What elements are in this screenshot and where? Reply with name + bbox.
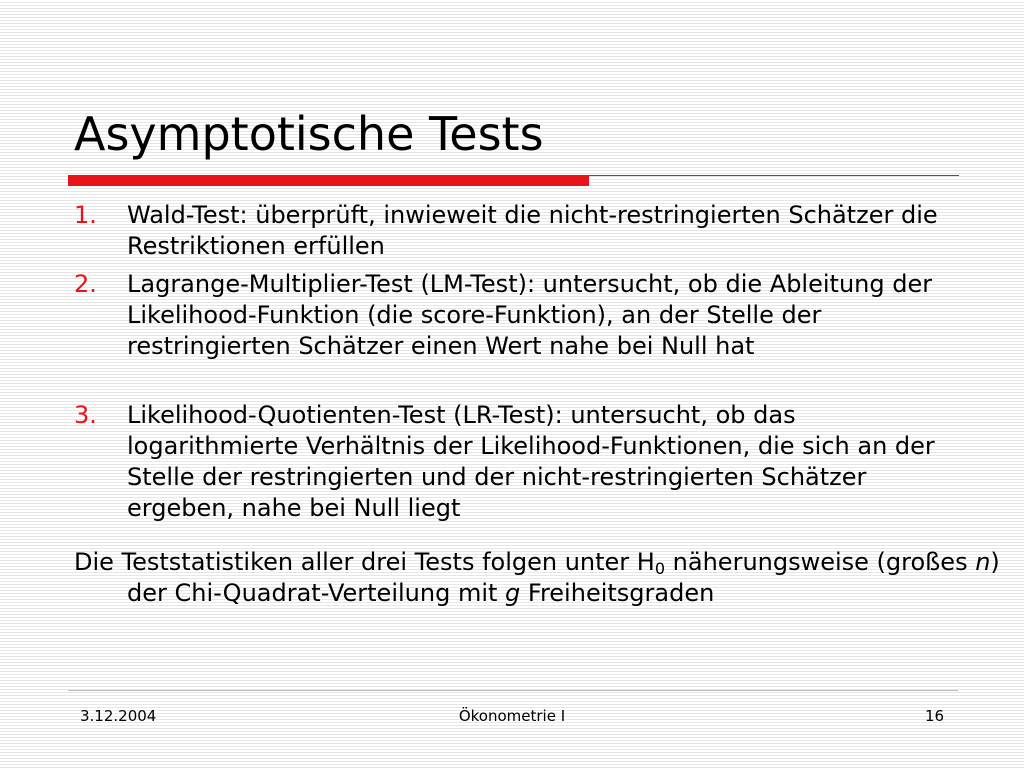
footer-page-number: 16 xyxy=(925,707,945,725)
footer-divider xyxy=(68,690,958,691)
footer-date: 3.12.2004 xyxy=(80,707,157,725)
list-item-number: 2. xyxy=(74,270,97,298)
summary-text: ) der Chi-Quadrat-Verteilung mit xyxy=(127,548,1000,607)
list-item xyxy=(74,400,974,524)
summary-variable-g: g xyxy=(505,579,521,607)
list-item-text: Lagrange-Multiplier-Test (LM-Test): untersucht, ob die Ableitung der Likelihood-Funktion (die score-Funktion), an der Stelle der restringierten Schätzer einen Wert nahe bei Null hat xyxy=(127,270,933,360)
title-underline-rule xyxy=(589,175,959,176)
list-item-text: Wald-Test: überprüft, inwieweit die nicht-restringierten Schätzer die Restriktionen erfüllen xyxy=(127,201,938,260)
list-item-number: 3. xyxy=(74,401,97,429)
list-item-number: 1. xyxy=(74,201,97,229)
footer-title: Ökonometrie I xyxy=(458,707,566,725)
summary-text: Die Teststatistiken aller drei Tests folgen unter H xyxy=(74,548,655,576)
list-item-text: Likelihood-Quotienten-Test (LR-Test): untersucht, ob das logarithmierte Verhältnis der Likelihood-Funktionen, die sich an der Stelle der restringierten und der nicht-restringierten Schätzer ergeben, nahe bei Null liegt xyxy=(127,401,935,522)
summary-text: Freiheitsgraden xyxy=(520,579,715,607)
summary-variable-n: n xyxy=(975,548,991,576)
slide-title: Asymptotische Tests xyxy=(74,107,544,161)
summary-paragraph xyxy=(74,547,1007,609)
summary-text: näherungsweise (großes xyxy=(665,548,976,576)
summary-subscript: 0 xyxy=(654,559,666,578)
list-item xyxy=(74,269,974,362)
list-item xyxy=(74,200,974,262)
title-underline-bar xyxy=(68,175,589,186)
